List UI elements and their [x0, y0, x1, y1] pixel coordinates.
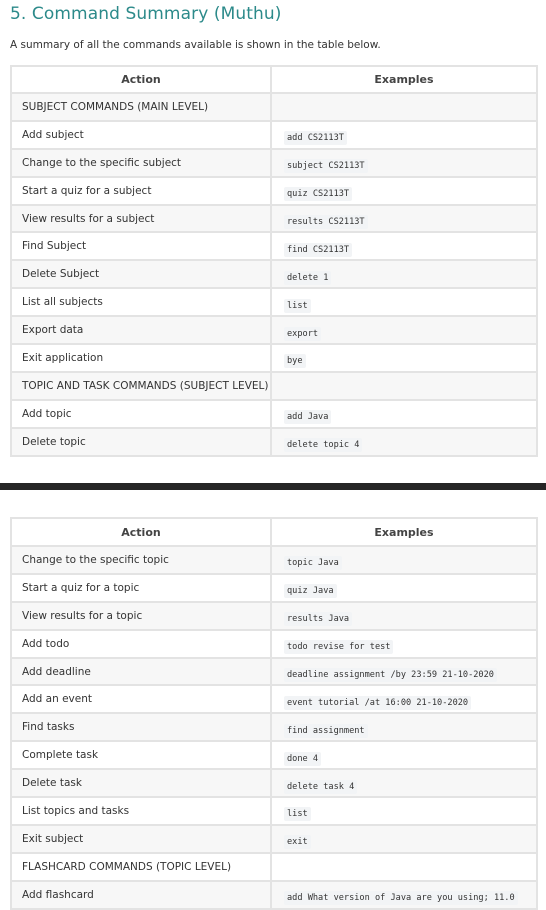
table-row [11, 93, 537, 121]
table-row [11, 881, 537, 909]
example-cell [271, 881, 537, 909]
action-cell: Export data [11, 316, 271, 344]
example-command-code: add Java [284, 410, 331, 424]
example-command-code: quiz CS2113T [284, 187, 352, 201]
example-command-code: bye [284, 354, 306, 368]
action-cell: Find tasks [11, 713, 271, 741]
table-row [11, 713, 537, 741]
example-cell [271, 797, 537, 825]
command-summary-table-part-2 [10, 517, 538, 910]
action-cell: Complete task [11, 741, 271, 769]
screenshot-divider [0, 483, 546, 490]
example-cell [271, 149, 537, 177]
table-row [11, 741, 537, 769]
table-row [11, 685, 537, 713]
section-label-cell: SUBJECT COMMANDS (MAIN LEVEL) [11, 93, 271, 121]
table-row [11, 400, 537, 428]
example-cell [271, 372, 537, 400]
example-cell [271, 546, 537, 574]
example-command-code: export [284, 327, 321, 341]
example-command-code: delete topic 4 [284, 438, 362, 452]
table-row [11, 372, 537, 400]
table-row [11, 546, 537, 574]
example-cell [271, 574, 537, 602]
example-cell [271, 177, 537, 205]
action-cell: Add deadline [11, 658, 271, 686]
example-cell [271, 825, 537, 853]
example-cell [271, 769, 537, 797]
example-command-code: list [284, 807, 311, 821]
example-cell [271, 260, 537, 288]
example-command-code: find CS2113T [284, 243, 352, 257]
example-command-code: find assignment [284, 724, 368, 738]
example-command-code: done 4 [284, 752, 321, 766]
action-cell: Add todo [11, 630, 271, 658]
table-row [11, 797, 537, 825]
example-command-code: todo revise for test [284, 640, 393, 654]
example-command-code: delete task 4 [284, 780, 357, 794]
action-cell: View results for a subject [11, 205, 271, 233]
example-cell [271, 316, 537, 344]
example-command-code: topic Java [284, 556, 342, 570]
table-row [11, 344, 537, 372]
action-cell: Delete Subject [11, 260, 271, 288]
example-cell [271, 853, 537, 881]
table-row [11, 260, 537, 288]
example-command-code: delete 1 [284, 271, 331, 285]
action-cell: Start a quiz for a topic [11, 574, 271, 602]
examples-column-header: Examples [271, 66, 537, 93]
example-cell [271, 741, 537, 769]
example-cell [271, 344, 537, 372]
table-row [11, 205, 537, 233]
table-row [11, 316, 537, 344]
example-cell [271, 602, 537, 630]
section-label-cell: FLASHCARD COMMANDS (TOPIC LEVEL) [11, 853, 271, 881]
example-cell [271, 685, 537, 713]
table-row [11, 658, 537, 686]
example-cell [271, 93, 537, 121]
example-command-code: deadline assignment /by 23:59 21-10-2020 [284, 668, 497, 682]
action-cell: Add subject [11, 121, 271, 149]
action-cell: Exit application [11, 344, 271, 372]
table-row [11, 177, 537, 205]
table-row [11, 853, 537, 881]
table-row [11, 574, 537, 602]
action-cell: Start a quiz for a subject [11, 177, 271, 205]
section-label-cell: TOPIC AND TASK COMMANDS (SUBJECT LEVEL) [11, 372, 271, 400]
example-cell [271, 400, 537, 428]
example-cell [271, 428, 537, 456]
action-column-header: Action [11, 518, 271, 546]
example-command-code: subject CS2113T [284, 159, 368, 173]
example-command-code: add What version of Java are you using; 11.0 [284, 891, 518, 905]
example-command-code: results CS2113T [284, 215, 368, 229]
table-row [11, 769, 537, 797]
table-row [11, 288, 537, 316]
example-command-code: quiz Java [284, 584, 337, 598]
action-cell: List topics and tasks [11, 797, 271, 825]
action-cell: View results for a topic [11, 602, 271, 630]
table-row [11, 630, 537, 658]
example-command-code: list [284, 299, 311, 313]
example-cell [271, 713, 537, 741]
section-heading: 5. Command Summary (Muthu) [10, 4, 282, 24]
example-cell [271, 205, 537, 233]
action-cell: Delete task [11, 769, 271, 797]
example-command-code: results Java [284, 612, 352, 626]
action-cell: Delete topic [11, 428, 271, 456]
example-command-code: exit [284, 835, 311, 849]
table-row [11, 149, 537, 177]
action-cell: Change to the specific topic [11, 546, 271, 574]
action-column-header: Action [11, 66, 271, 93]
action-cell: Change to the specific subject [11, 149, 271, 177]
example-cell [271, 630, 537, 658]
table-row [11, 602, 537, 630]
intro-paragraph: A summary of all the commands available is shown in the table below. [10, 39, 381, 51]
example-cell [271, 658, 537, 686]
table-row [11, 232, 537, 260]
example-command-code: event tutorial /at 16:00 21-10-2020 [284, 696, 471, 710]
examples-column-header: Examples [271, 518, 537, 546]
action-cell: List all subjects [11, 288, 271, 316]
example-command-code: add CS2113T [284, 131, 347, 145]
action-cell: Add an event [11, 685, 271, 713]
command-summary-table-part-1 [10, 65, 538, 457]
action-cell: Exit subject [11, 825, 271, 853]
action-cell: Find Subject [11, 232, 271, 260]
example-cell [271, 121, 537, 149]
table-row [11, 121, 537, 149]
table-row [11, 428, 537, 456]
example-cell [271, 288, 537, 316]
action-cell: Add topic [11, 400, 271, 428]
table-row [11, 825, 537, 853]
example-cell [271, 232, 537, 260]
action-cell: Add flashcard [11, 881, 271, 909]
